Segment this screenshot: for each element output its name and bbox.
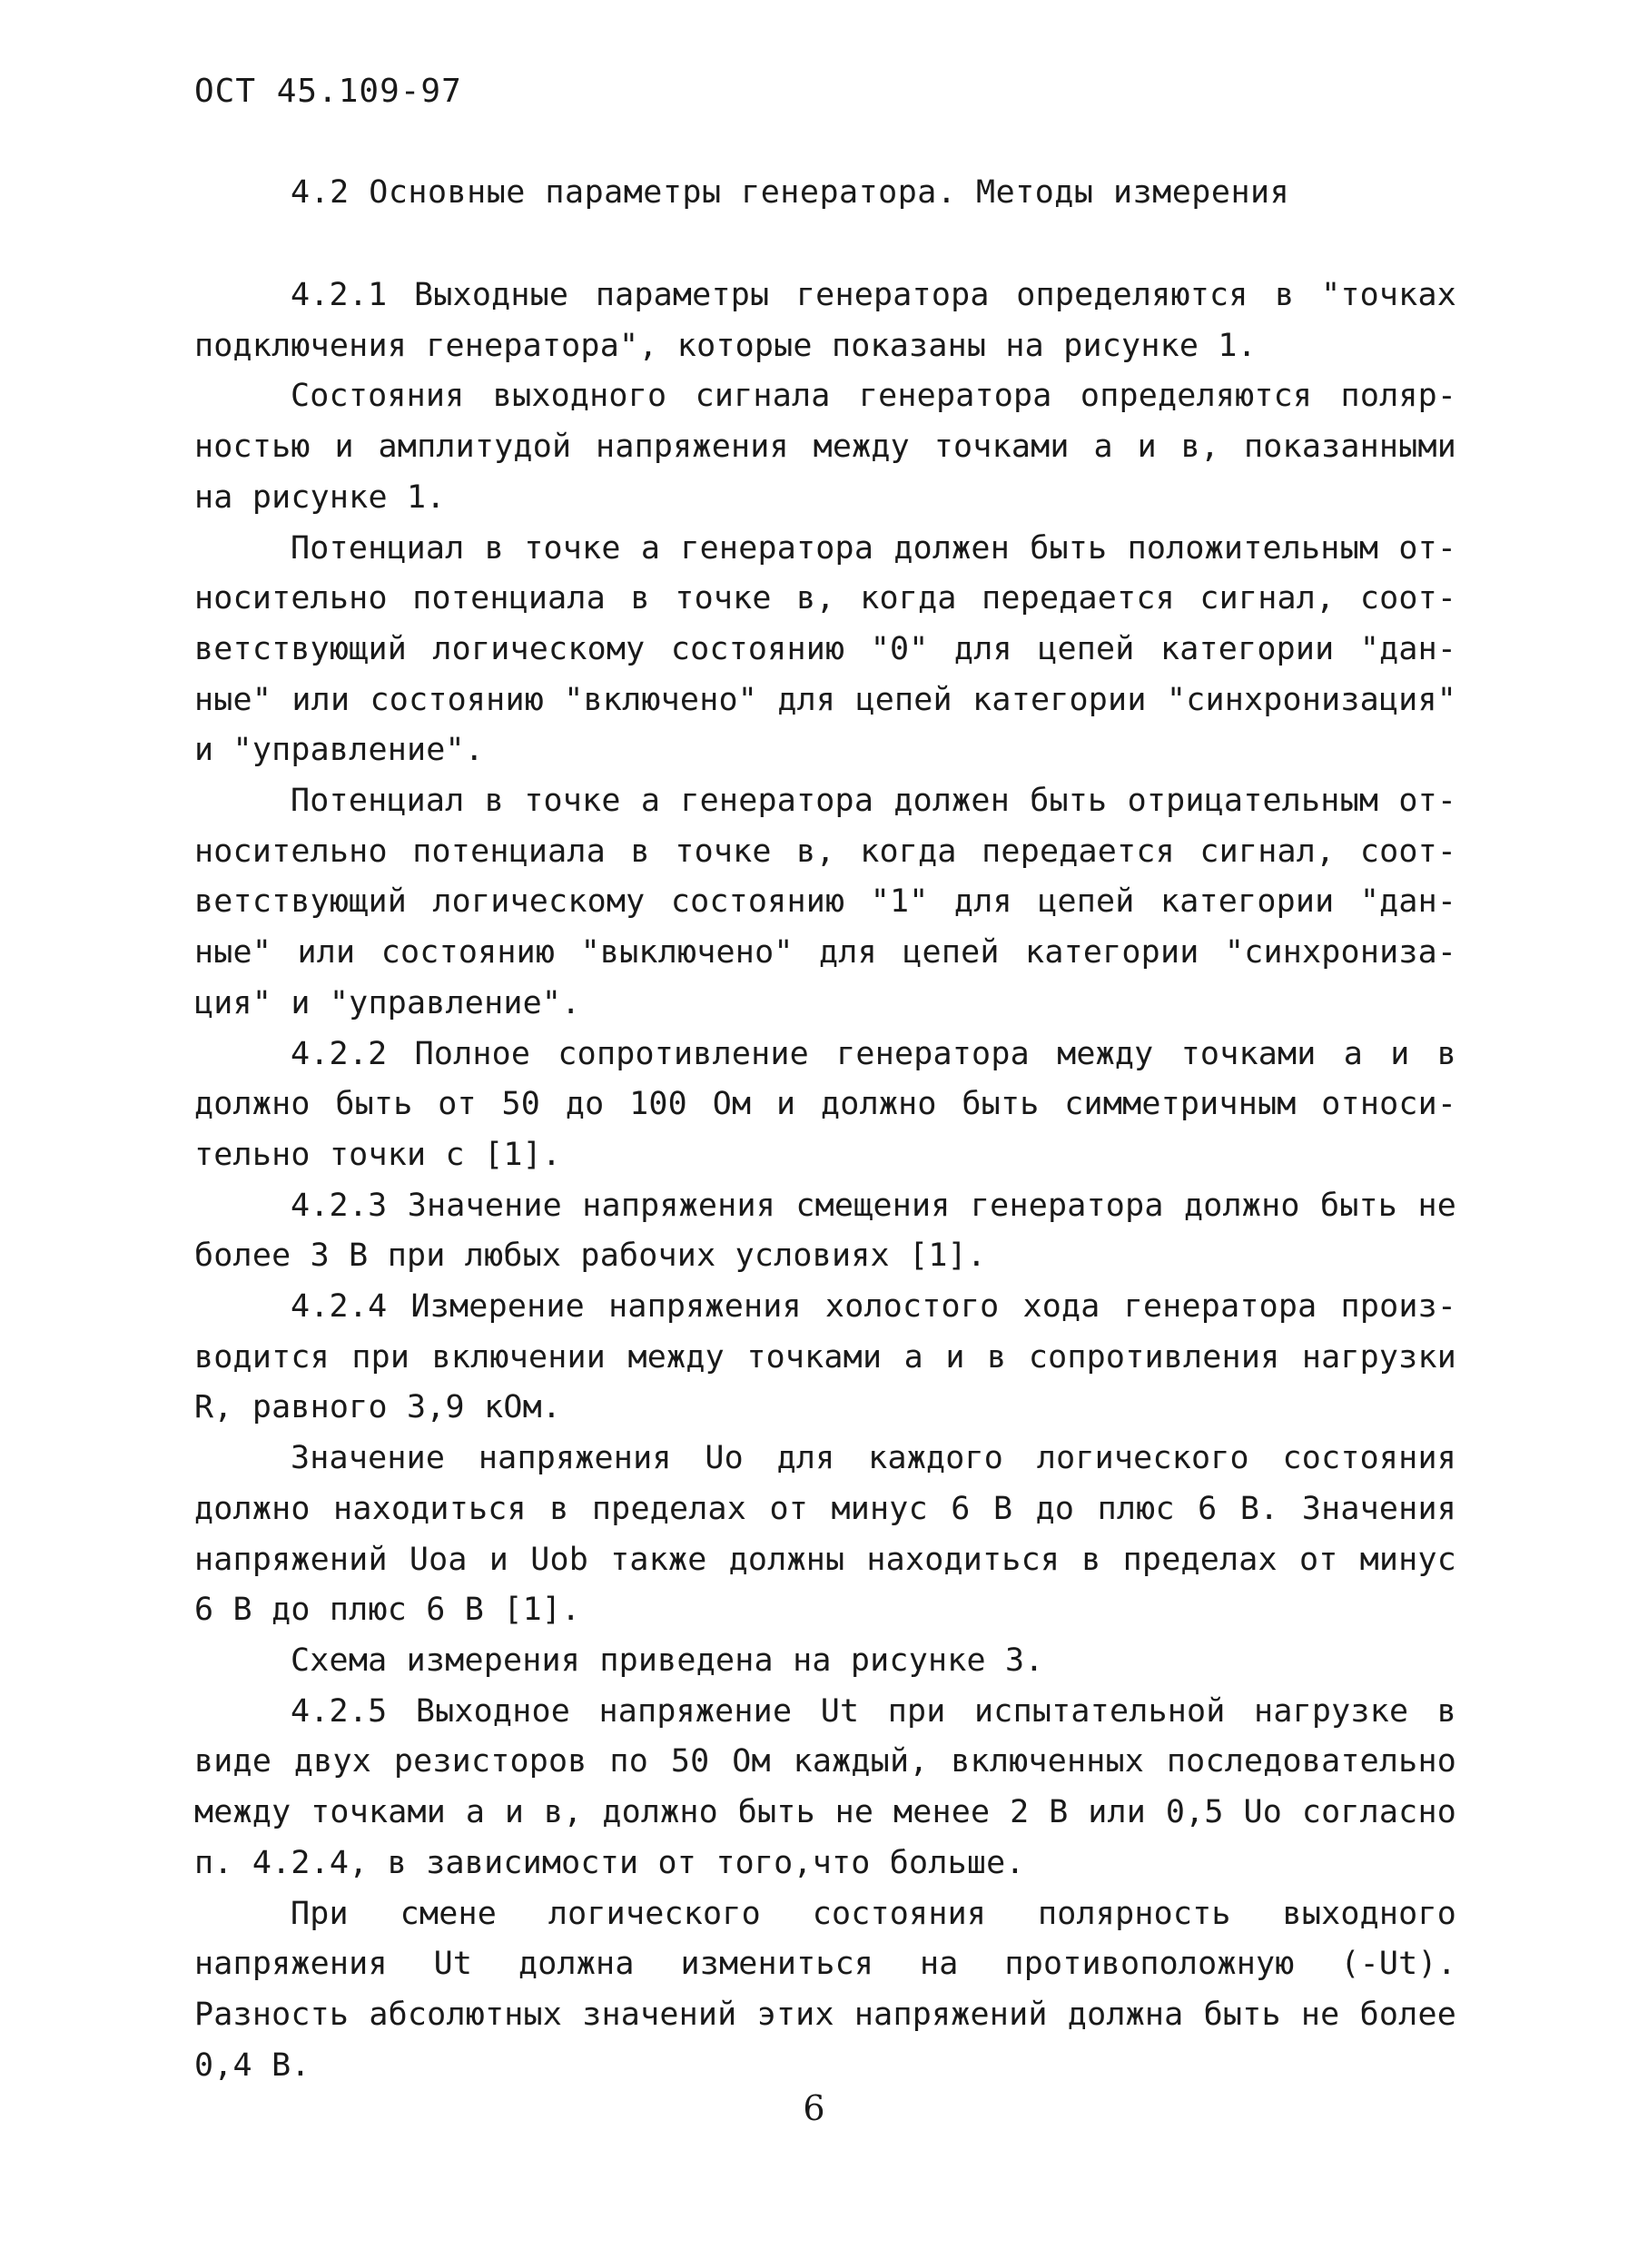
paragraph-signal-states: Состояния выходного сигнала генератора определяются полярностью и амплитудой напряжения между точками а и в, показанными на рисунке 1. — [194, 378, 1456, 516]
paragraph-positive-potential: Потенциал в точке а генератора должен быть положительным относительно потенциала в точке в, когда передается сигнал, соответствующий логическому состоянию "0" для цепей категории "данные" или состоянию "включено" для цепей категории "синхронизация" и "управление". — [194, 529, 1456, 769]
page-number: 6 — [803, 2088, 825, 2128]
paragraph-voltage-limits: Значение напряжения Uо для каждого логического состояния должно находиться в пределах от минус 6 В до плюс 6 В. Значения напряжений Uоа и Uоb также должны находиться в пределах от минус 6 В до плюс 6 В [1]. — [194, 1440, 1456, 1629]
section-title: 4.2 Основные параметры генератора. Методы измерения — [291, 174, 1290, 211]
paragraph-4-2-2: 4.2.2 Полное сопротивление генератора между точками а и в должно быть от 50 до 100 Ом и должно быть симметричным относительно точки с [1]. — [194, 1035, 1456, 1173]
paragraph-4-2-4: 4.2.4 Измерение напряжения холостого хода генератора производится при включении между точками а и в сопротивления нагрузки R, равного 3,9 кОм. — [194, 1288, 1456, 1426]
paragraph-4-2-1: 4.2.1 Выходные параметры генератора определяются в "точках подключения генератора", которые показаны на рисунке 1. — [194, 277, 1456, 364]
paragraph-4-2-3: 4.2.3 Значение напряжения смещения генератора должно быть не более 3 В при любых рабочих условиях [1]. — [194, 1187, 1456, 1275]
paragraph-4-2-5: 4.2.5 Выходное напряжение Ut при испытательной нагрузке в виде двух резисторов по 50 Ом каждый, включенных последовательно между точками а и в, должно быть не менее 2 В или 0,5 Uо согласно п. 4.2.4, в зависимости от того,что больше. — [194, 1692, 1456, 1881]
paragraph-negative-potential: Потенциал в точке а генератора должен быть отрицательным относительно потенциала в точке в, когда передается сигнал, соответствующий логическому состоянию "1" для цепей категории "данные" или состоянию "выключено" для цепей категории "синхронизация" и "управление". — [194, 783, 1456, 1021]
paragraph-polarity-change: При смене логического состояния полярность выходного напряжения Ut должна измениться на противоположную (-Ut). Разность абсолютных значений этих напряжений должна быть не более 0,4 В. — [194, 1895, 1456, 2084]
document-code-header: ОСТ 45.109-97 — [194, 73, 462, 110]
body-text — [194, 271, 1456, 2091]
paragraph-measurement-scheme: Схема измерения приведена на рисунке 3. — [291, 1642, 1044, 1679]
